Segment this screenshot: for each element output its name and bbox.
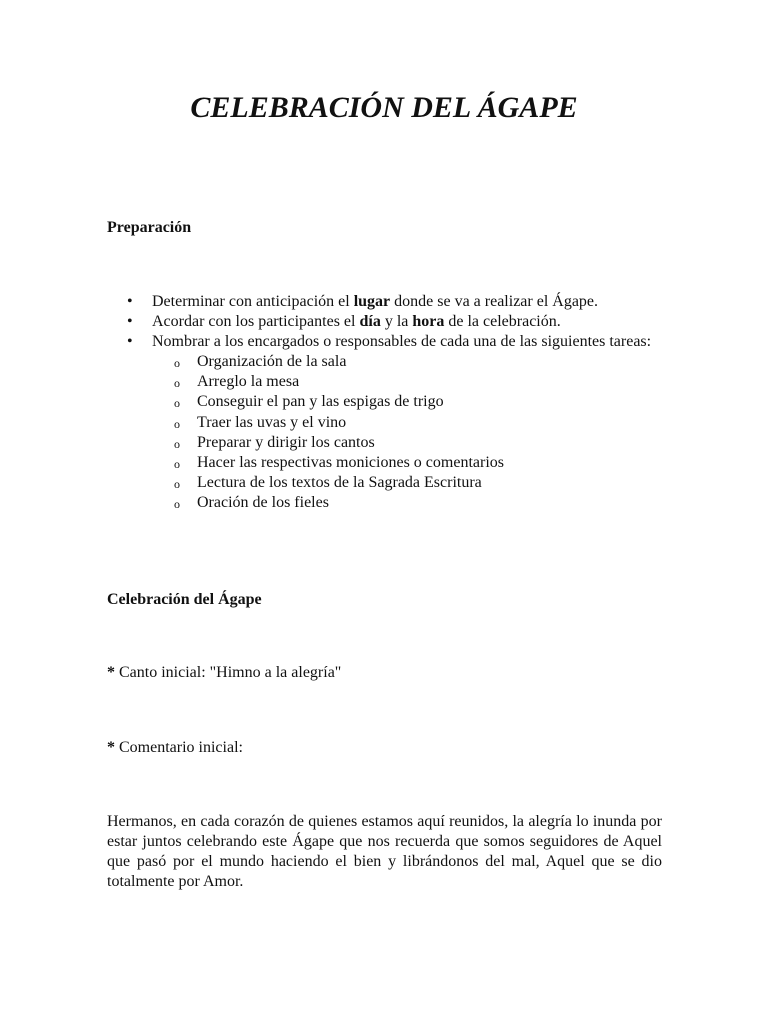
list-item xyxy=(107,312,662,332)
preparation-list xyxy=(107,292,662,514)
sublist-item: o Lectura de los textos de la Sagrada Escritura xyxy=(107,473,507,493)
list-item-text: de la celebración. xyxy=(444,313,561,330)
tasks-sublist xyxy=(107,352,507,514)
list-item-text: y la xyxy=(380,313,413,330)
emphasis-hora: hora xyxy=(412,313,445,330)
asterisk-marker: * xyxy=(107,664,115,681)
emphasis-lugar: lugar xyxy=(353,293,391,310)
sublist-item: o Hacer las respectivas moniciones o comentarios xyxy=(107,453,507,473)
sublist-item: o Organización de la sala xyxy=(107,352,507,372)
body-paragraph: Hermanos, en cada corazón de quienes estamos aquí reunidos, la alegría lo inunda por estar juntos celebrando este Ágape que nos recuerda que somos seguidores de Aquel que pasó por el mundo haciendo el bien y librándonos del mal, Aquel que se dio totalmente por Amor. xyxy=(107,813,662,890)
asterisk-marker: * xyxy=(107,739,115,756)
list-item xyxy=(107,292,662,312)
canto-inicial-text: Canto inicial: "Himno a la alegría" xyxy=(115,664,342,681)
list-item-text: Nombrar a los encargados o responsables de cada una de las siguientes tareas: xyxy=(152,333,652,350)
section-heading-celebracion: Celebración del Ágape xyxy=(107,591,262,608)
emphasis-dia: día xyxy=(359,313,381,330)
sublist-item: o Traer las uvas y el vino xyxy=(107,413,507,433)
document-title: CELEBRACIÓN DEL ÁGAPE xyxy=(190,91,578,124)
comentario-inicial xyxy=(107,738,662,758)
canto-inicial xyxy=(107,663,662,683)
comentario-inicial-text: Comentario inicial: xyxy=(115,739,243,756)
list-item-text: Acordar con los participantes el xyxy=(152,313,360,330)
sublist-item: o Arreglo la mesa xyxy=(107,372,507,392)
list-item xyxy=(107,332,662,514)
section-heading-preparacion: Preparación xyxy=(107,219,192,236)
sublist-item: o Oración de los fieles xyxy=(107,493,507,513)
sublist-item: o Conseguir el pan y las espigas de trigo xyxy=(107,392,507,412)
list-item-text: donde se va a realizar el Ágape. xyxy=(390,293,599,310)
list-item-text: Determinar con anticipación el xyxy=(152,293,354,310)
sublist-item: o Preparar y dirigir los cantos xyxy=(107,433,507,453)
